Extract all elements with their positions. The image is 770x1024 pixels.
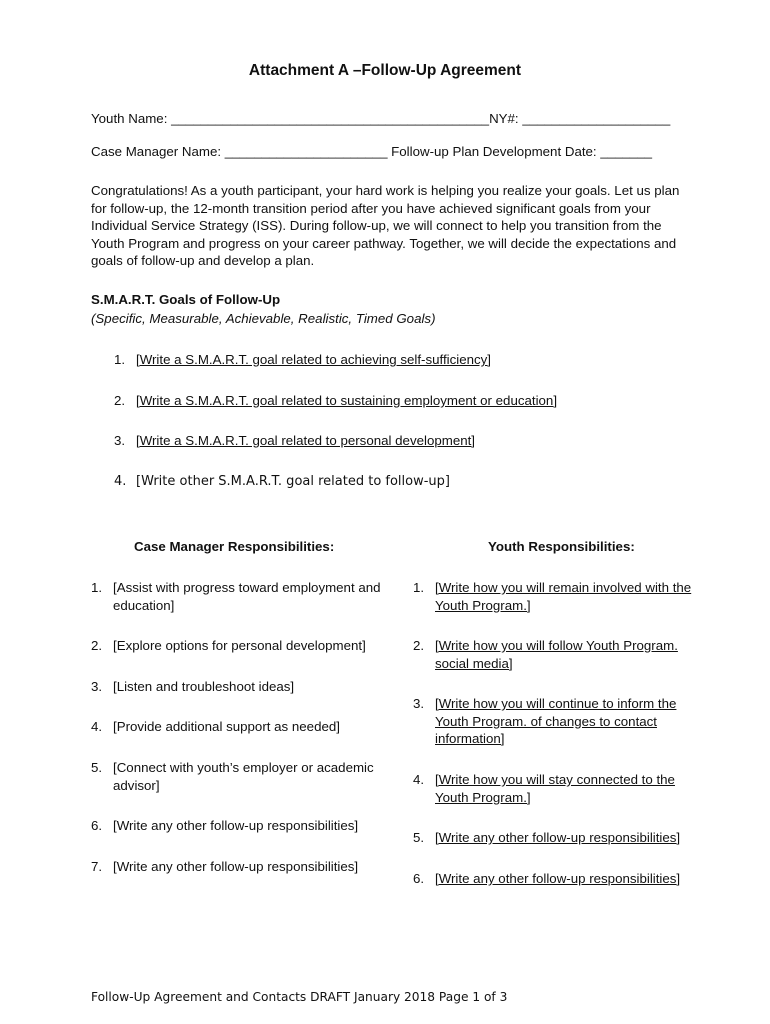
youth-heading: Youth Responsibilities:: [488, 539, 635, 554]
cm-item-2[interactable]: [91, 637, 381, 655]
goal-text[interactable]: [Write a S.M.A.R.T. goal related to sustaining employment or education]: [136, 393, 558, 408]
item-number: 7.: [91, 859, 103, 874]
case-manager-line[interactable]: Case Manager Name: ______________________ Follow-up Plan Development Date: _______: [91, 144, 653, 159]
item-text[interactable]: [Write any other follow-up responsibilities]: [113, 859, 359, 874]
item-number: 4.: [91, 719, 103, 734]
smart-heading: S.M.A.R.T. Goals of Follow-Up: [91, 292, 281, 307]
smart-goal-4[interactable]: [114, 474, 450, 489]
item-text[interactable]: [Write any other follow-up responsibilities]: [435, 830, 681, 845]
youth-name-line[interactable]: Youth Name: ___________________________________________NY#: ____________________: [91, 111, 671, 126]
item-number: 4.: [413, 772, 425, 787]
goal-number: 3.: [114, 433, 126, 448]
item-number: 5.: [413, 830, 425, 845]
item-text[interactable]: [Write any other follow-up responsibilities]: [113, 818, 359, 833]
item-number: 3.: [413, 696, 425, 711]
case-manager-heading: Case Manager Responsibilities:: [134, 539, 335, 554]
goal-text[interactable]: [Write a S.M.A.R.T. goal related to personal development]: [136, 433, 475, 448]
youth-item-3[interactable]: [413, 695, 703, 748]
cm-item-6[interactable]: [91, 817, 381, 835]
cm-item-5[interactable]: [91, 759, 401, 794]
item-number: 2.: [91, 638, 103, 653]
goal-number: 1.: [114, 352, 126, 367]
youth-item-5[interactable]: [413, 829, 713, 847]
page-footer: Follow-Up Agreement and Contacts DRAFT January 2018 Page 1 of 3: [91, 990, 508, 1004]
item-text[interactable]: [Provide additional support as needed]: [113, 719, 340, 734]
goal-text[interactable]: [Write other S.M.A.R.T. goal related to follow-up]: [136, 474, 450, 489]
cm-item-3[interactable]: [91, 678, 381, 696]
item-text[interactable]: [Write how you will continue to inform the Youth Program. of changes to contact information]: [435, 696, 677, 746]
item-number: 5.: [91, 760, 103, 775]
item-text[interactable]: [Write any other follow-up responsibilities]: [435, 871, 681, 886]
youth-item-6[interactable]: [413, 870, 713, 888]
item-text[interactable]: [Listen and troubleshoot ideas]: [113, 679, 295, 694]
item-text[interactable]: [Write how you will follow Youth Program. social media]: [435, 638, 678, 671]
item-text[interactable]: [Connect with youth’s employer or academic advisor]: [113, 760, 374, 793]
item-number: 1.: [91, 580, 103, 595]
youth-item-1[interactable]: [413, 579, 713, 614]
cm-item-7[interactable]: [91, 858, 381, 876]
item-number: 1.: [413, 580, 425, 595]
goal-number: 4.: [114, 474, 127, 489]
item-number: 2.: [413, 638, 425, 653]
goal-text[interactable]: [Write a S.M.A.R.T. goal related to achieving self-sufficiency]: [136, 352, 491, 367]
cm-item-1[interactable]: [91, 579, 381, 614]
item-text[interactable]: [Explore options for personal development]: [113, 638, 366, 653]
smart-goal-1[interactable]: [114, 352, 491, 367]
smart-goal-3[interactable]: [114, 433, 475, 448]
intro-paragraph: Congratulations! As a youth participant, your hard work is helping you realize your goals. Let us plan for follow-up, the 12-month transition period after you have achieved significant goals from your Individual Service Strategy (ISS). During follow-up, we will connect to help you transition from the Youth Program and progress on your career pathway. Together, we will decide the expectations and goals of follow-up and develop a plan.: [91, 183, 680, 268]
goal-number: 2.: [114, 393, 126, 408]
item-number: 6.: [413, 871, 425, 886]
youth-item-2[interactable]: [413, 637, 713, 672]
item-text[interactable]: [Write how you will stay connected to the Youth Program.]: [435, 772, 675, 805]
item-text[interactable]: [Assist with progress toward employment and education]: [113, 580, 381, 613]
item-number: 6.: [91, 818, 103, 833]
item-text[interactable]: [Write how you will remain involved with the Youth Program.]: [435, 580, 692, 613]
youth-item-4[interactable]: [413, 771, 703, 806]
item-number: 3.: [91, 679, 103, 694]
cm-item-4[interactable]: [91, 718, 381, 736]
smart-subheading: (Specific, Measurable, Achievable, Realistic, Timed Goals): [91, 311, 436, 326]
smart-goal-2[interactable]: [114, 393, 557, 408]
page-title: Attachment A –Follow-Up Agreement: [248, 62, 522, 79]
